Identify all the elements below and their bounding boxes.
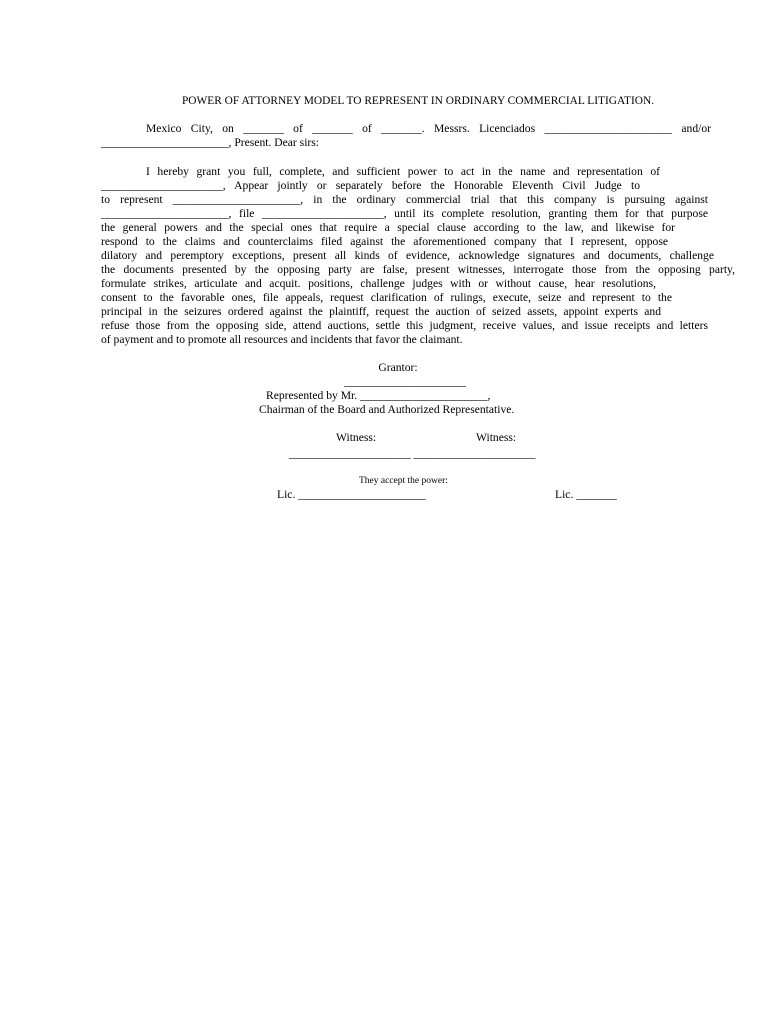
body-line: I hereby grant you full, complete, and sufficient power to act in the name and representation of xyxy=(146,165,660,178)
accept-power-label: They accept the power: xyxy=(359,476,448,486)
intro-line: ______________________, Present. Dear sirs: xyxy=(101,136,320,149)
grantor-label: Grantor: xyxy=(378,361,418,374)
represented-by-line: Represented by Mr. ______________________, xyxy=(266,389,491,402)
body-line: formulate strikes, articulate and acquit. positions, challenge judges with or without cause, hear resolutions, xyxy=(101,277,656,290)
chairman-line: Chairman of the Board and Authorized Representative. xyxy=(259,403,515,416)
witness-label: Witness: xyxy=(476,431,517,444)
body-line: the general powers and the special ones that require a special clause according to the law, and likewise for xyxy=(101,221,675,234)
body-line: dilatory and peremptory exceptions, present all kinds of evidence, acknowledge signatures and documents, challenge xyxy=(101,249,714,262)
witness-label: Witness: xyxy=(336,431,377,444)
body-line: consent to the favorable ones, file appeals, request clarification of rulings, execute, seize and represent to the xyxy=(101,291,672,304)
body-line: respond to the claims and counterclaims filed against the aforementioned company that I represent, oppose xyxy=(101,235,668,248)
lic-signature-line: Lic. ______________________ xyxy=(277,488,426,501)
body-line: ______________________, file _____________________, until its complete resolution, granting them for that purpose xyxy=(101,207,708,220)
body-line: to represent ______________________, in the ordinary commercial trial that this company is pursuing against xyxy=(101,193,708,206)
body-line: refuse those from the opposing side, attend auctions, settle this judgment, receive values, and issue receipts and letters xyxy=(101,319,708,332)
intro-line: Mexico City, on _______ of _______ of _______. Messrs. Licenciados ______________________ and/or xyxy=(146,122,711,135)
body-line: principal in the seizures ordered against the plaintiff, request the auction of seized assets, appoint experts and xyxy=(101,305,661,318)
witness-signature-lines: _____________________ _____________________ xyxy=(289,447,536,460)
grantor-signature-line: _____________________ xyxy=(344,375,466,388)
body-line: of payment and to promote all resources and incidents that favor the claimant. xyxy=(101,333,463,346)
document-title: POWER OF ATTORNEY MODEL TO REPRESENT IN ORDINARY COMMERCIAL LITIGATION. xyxy=(181,95,655,107)
body-line: _____________________, Appear jointly or separately before the Honorable Eleventh Civil Judge to xyxy=(101,179,640,192)
body-line: the documents presented by the opposing party are false, present witnesses, interrogate those from the opposing party, xyxy=(101,263,735,276)
lic-signature-line: Lic. _______ xyxy=(555,488,617,501)
